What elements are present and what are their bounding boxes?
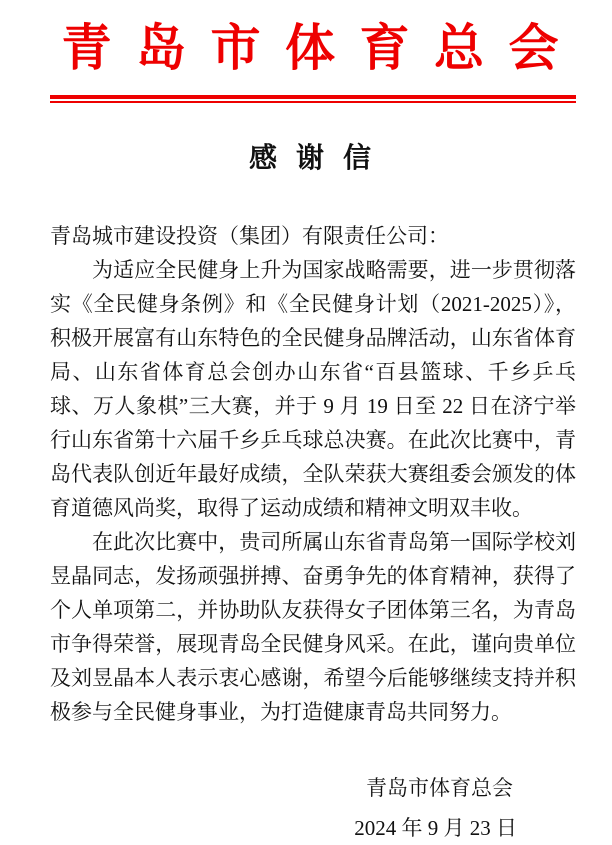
- body-paragraph-2: 在此次比赛中，贵司所属山东省青岛第一国际学校刘昱晶同志，发扬顽强拼搏、奋勇争先的体育精神，获得了个人单项第二，并协助队友获得女子团体第三名，为青岛市争得荣誉，展现青岛全民健身风采。在此，谨向贵单位及刘昱晶本人表示衷心感谢，希望今后能够继续支持并积极参与全民健身事业，为打造健康青岛共同努力。: [50, 530, 576, 724]
- signature-block: [50, 771, 576, 845]
- salutation-line: 青岛城市建设投资（集团）有限责任公司：: [50, 224, 449, 248]
- letter-title: 感 谢 信: [248, 143, 377, 174]
- signature-date: 2024 年 9 月 23 日: [354, 816, 517, 840]
- letter-body: [50, 219, 576, 729]
- letterhead-double-rule: [50, 95, 576, 103]
- body-paragraph-1: 为适应全民健身上升为国家战略需要，进一步贯彻落实《全民健身条例》和《全民健身计划（2021-2025）》，积极开展富有山东特色的全民健身品牌活动，山东省体育局、山东省体育总会创办山东省“百县篮球、千乡乒乓球、万人象棋”三大赛，并于 9 月 19 日至 22 日在济宁举行山东省第十六届千乡乒乓球总决赛。在此次比赛中，青岛代表队创近年最好成绩，全队荣获大赛组委会颁发的体育道德风尚奖，取得了运动成绩和精神文明双丰收。: [50, 258, 576, 520]
- signature-organization: 青岛市体育总会: [366, 776, 513, 800]
- letterhead-organization-title: 青 岛 市 体 育 总 会: [61, 20, 565, 76]
